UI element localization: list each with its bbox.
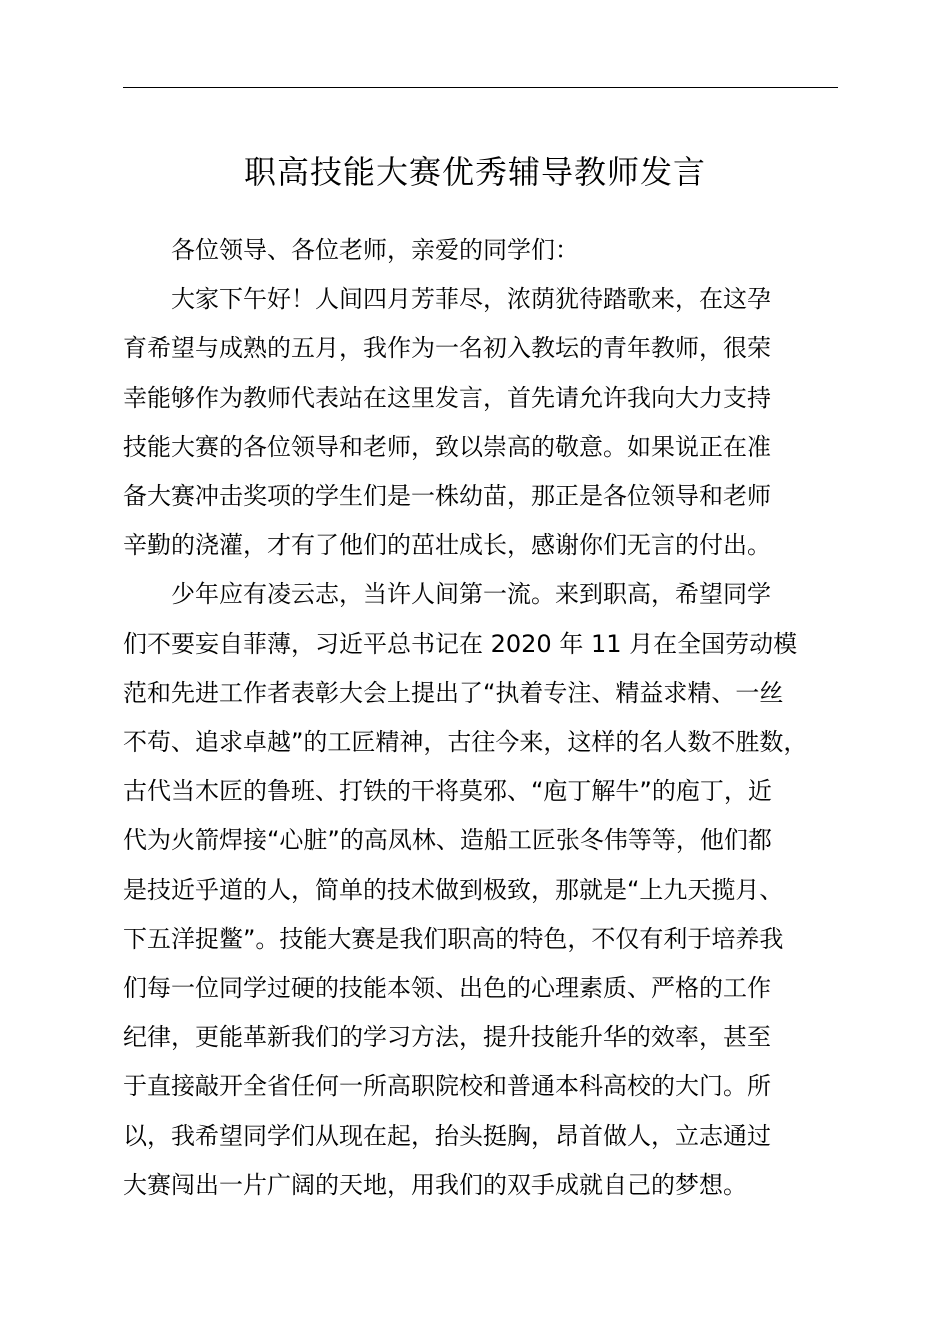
text-line: 育希望与成熟的五月，我作为一名初入教坛的青年教师，很荣: [123, 334, 771, 363]
text-line: 各位领导、各位老师，亲爱的同学们：: [171, 236, 579, 264]
text-line: 于直接敲开全省任何一所高职院校和普通本科高校的大门。所: [123, 1072, 771, 1101]
text-line: 不苟、追求卓越”的工匠精神，古往今来，这样的名人数不胜数，: [123, 728, 808, 757]
text-line: 纪律，更能革新我们的学习方法，提升技能升华的效率，甚至: [123, 1023, 771, 1052]
text-line: 备大赛冲击奖项的学生们是一株幼苗，那正是各位领导和老师: [123, 482, 771, 511]
header-rule: [123, 87, 838, 88]
text-line: 大赛闯出一片广阔的天地，用我们的双手成就自己的梦想。: [123, 1170, 747, 1199]
text-line: 幸能够作为教师代表站在这里发言，首先请允许我向大力支持: [123, 383, 771, 412]
document-body: [123, 226, 863, 1210]
text-line: 范和先进工作者表彰大会上提出了“执着专注、精益求精、一丝: [123, 678, 784, 707]
text-line: 代为火箭焊接“心脏”的高凤林、造船工匠张冬伟等等，他们都: [123, 826, 772, 855]
text-line: 们每一位同学过硬的技能本领、出色的心理素质、严格的工作: [123, 974, 771, 1003]
text-line: 辛勤的浇灌，才有了他们的茁壮成长，感谢你们无言的付出。: [123, 531, 771, 560]
text-line: 下五洋捉鳖”。技能大赛是我们职高的特色，不仅有利于培养我: [123, 924, 784, 953]
text-line: 古代当木匠的鲁班、打铁的干将莫邪、“庖丁解牛”的庖丁，近: [123, 777, 772, 806]
document-title: 职高技能大赛优秀辅导教师发言: [243, 153, 706, 191]
text-line: 们不要妄自菲薄，习近平总书记在 2020 年 11 月在全国劳动模: [123, 629, 798, 658]
text-line: 少年应有凌云志，当许人间第一流。来到职高，希望同学: [171, 580, 771, 609]
text-line: 技能大赛的各位领导和老师，致以崇高的敬意。如果说正在准: [123, 432, 771, 461]
paragraph-salutation: [123, 226, 863, 275]
text-line: 以，我希望同学们从现在起，抬头挺胸，昂首做人，立志通过: [123, 1121, 771, 1150]
text-line: 是技近乎道的人，简单的技术做到极致，那就是“上九天揽月、: [123, 875, 784, 904]
text-line: 大家下午好！人间四月芳菲尽，浓荫犹待踏歌来，在这孕: [171, 285, 771, 314]
paragraph-greeting: [123, 275, 863, 570]
paragraph-encouragement: [123, 570, 863, 1210]
